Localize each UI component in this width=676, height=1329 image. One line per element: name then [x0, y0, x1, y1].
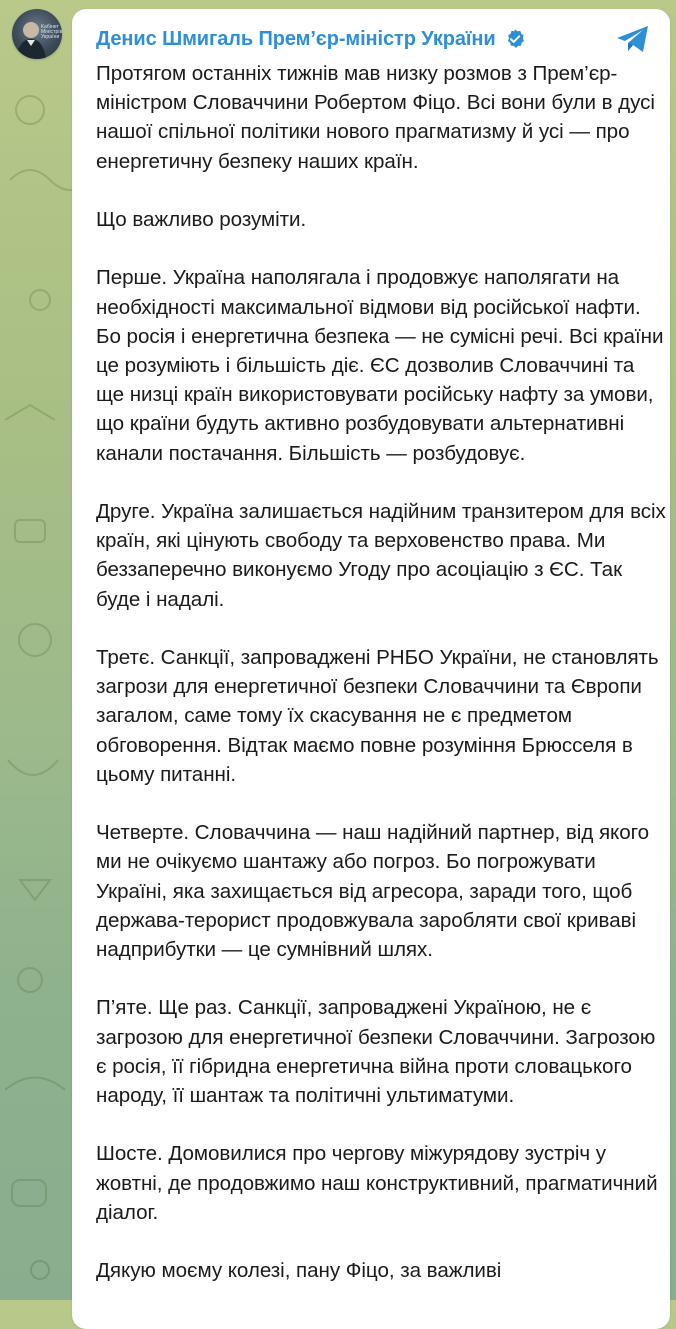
message-paragraph: П’яте. Ще раз. Санкції, запроваджені Україною, не є загрозою для енергетичної безпеки Словаччини. Загрозою є росія, її гібридна енергетична війна проти словацького народу, її шантаж та політичні ультиматуми.	[96, 996, 656, 1108]
channel-name[interactable]: Денис Шмигаль Прем’єр-міністр України	[96, 27, 496, 50]
message-paragraph: Третє. Санкції, запроваджені РНБО України, не становлять загрози для енергетичної безпеки Словаччини та Європи загалом, саме тому їх скасування не є предметом обговорення. Відтак маємо повне розуміння Брюсселя в цьому питанні.	[96, 646, 659, 786]
message-paragraph: Шосте. Домовилися про чергову міжурядову зустріч у жовтні, де продовжимо наш конструктивний, прагматичний діалог.	[96, 1142, 658, 1224]
message-paragraph: Що важливо розуміти.	[96, 208, 307, 231]
message-paragraph: Четверте. Словаччина — наш надійний партнер, від якого ми не очікуємо шантажу або погроз. Бо погрожувати Україні, яка захищається від агресора, заради того, щоб держава-терорист продовжувала заробляти свої криваві надприбутки — це сумнівний шлях.	[96, 821, 650, 962]
message-paragraph: Перше. Україна наполягала і продовжує наполягати на необхідності максимальної відмови від російської нафти. Бо росія і енергетична безпека — не сумісні речі. Всі країни це розуміють і більшість діє. ЄС дозволив Словаччині та ще низці країн використовувати російську нафту за умови, що країни будуть активно розбудовувати альтернативні канали постачання. Більшість — розбудовує.	[96, 266, 664, 465]
channel-post-card	[72, 9, 670, 1329]
channel-avatar[interactable]	[12, 9, 62, 59]
avatar-caption: Кабінет Міністрів України	[41, 24, 62, 40]
post-header	[96, 26, 526, 52]
verified-check-icon	[504, 28, 526, 50]
telegram-share-icon[interactable]	[614, 23, 652, 55]
message-body	[96, 59, 666, 1285]
message-paragraph: Дякую моєму колезі, пану Фіцо, за важливі	[96, 1259, 502, 1283]
message-paragraph: Протягом останніх тижнів мав низку розмов з Прем’єр-міністром Словаччини Робертом Фіцо. Всі вони були в дусі нашої спільної політики нового прагматизму й усі — про енергетичну безпеку наших країн.	[96, 62, 655, 173]
message-paragraph: Друге. Україна залишається надійним транзитером для всіх країн, які цінують свободу та верховенство права. Ми беззаперечно виконуємо Угоду про асоціацію з ЄС. Так буде і надалі.	[96, 500, 666, 611]
